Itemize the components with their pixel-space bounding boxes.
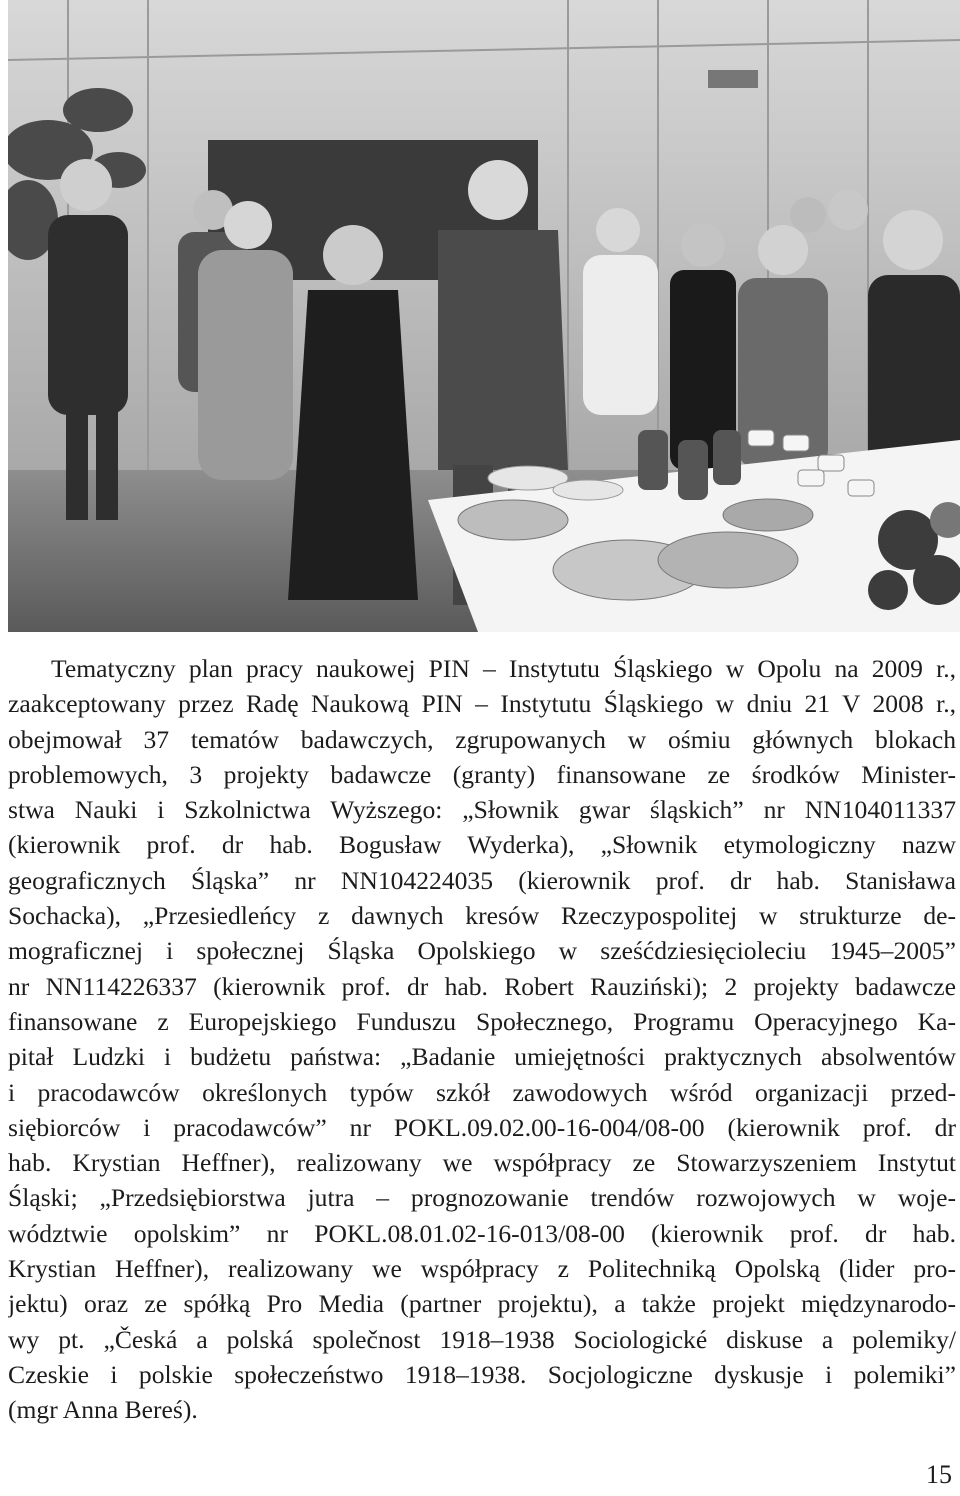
paragraph-line-last: (mgr Anna Bereś). xyxy=(8,1395,198,1425)
paragraph-line: i pracodawców określonych typów szkół zawodowych wśród organizacji przed- xyxy=(8,1077,956,1107)
paragraph-line: nr NN114226337 (kierownik prof. dr hab. Robert Rauziński); 2 projekty badawcze xyxy=(8,971,956,1001)
paragraph-line: zaakceptowany przez Radę Naukową PIN – Instytutu Śląskiego w dniu 21 V 2008 r., xyxy=(8,689,956,719)
paragraph-line: jektu) oraz ze spółką Pro Media (partner projektu), a także projekt międzynarodo- xyxy=(8,1289,956,1319)
paragraph-line: pitał Ludzki i budżetu państwa: „Badanie umiejętności praktycznych absolwentów xyxy=(8,1042,956,1072)
paragraph-line: wództwie opolskim” nr POKL.08.01.02-16-013/08-00 (kierownik prof. dr hab. xyxy=(8,1218,956,1248)
paragraph-line: Krystian Heffner), realizowany we współpracy z Politechniką Opolską (lider pro- xyxy=(8,1254,956,1284)
paragraph-line: Śląski; „Przedsiębiorstwa jutra – prognozowanie trendów rozwojowych w woje- xyxy=(8,1183,956,1213)
body-paragraph xyxy=(8,651,956,1428)
paragraph-line: stwa Nauki i Szkolnictwa Wyższego: „Słownik gwar śląskich” nr NN104011337 xyxy=(8,795,956,825)
paragraph-line: problemowych, 3 projekty badawcze (granty) finansowane ze środków Minister- xyxy=(8,759,956,789)
paragraph-line: Tematyczny plan pracy naukowej PIN – Instytutu Śląskiego w Opolu na 2009 r., xyxy=(51,654,956,683)
group-reception-photo xyxy=(8,0,960,632)
paragraph-line: hab. Krystian Heffner), realizowany we współpracy ze Stowarzyszeniem Instytut xyxy=(8,1148,956,1178)
paragraph-line: geograficznych Śląska” nr NN104224035 (kierownik prof. dr hab. Stanisława xyxy=(8,865,956,895)
paragraph-line: siębiorców i pracodawców” nr POKL.09.02.00-16-004/08-00 (kierownik prof. dr xyxy=(8,1112,956,1142)
paragraph-line: obejmował 37 tematów badawczych, zgrupowanych w ośmiu głównych blokach xyxy=(8,724,956,754)
photo-illustration xyxy=(8,0,960,632)
page-number: 15 xyxy=(926,1460,952,1489)
paragraph-line: (kierownik prof. dr hab. Bogusław Wyderka), „Słownik etymologiczny nazw xyxy=(8,830,956,860)
paragraph-line: wy pt. „Česká a polská společnost 1918–1938 Sociologické diskuse a polemiky/ xyxy=(8,1324,956,1354)
paragraph-line: Sochacka), „Przesiedleńcy z dawnych kresów Rzeczypospolitej w strukturze de- xyxy=(8,901,956,931)
paragraph-line: finansowane z Europejskiego Funduszu Społecznego, Programu Operacyjnego Ka- xyxy=(8,1006,956,1036)
paragraph-line: Czeskie i polskie społeczeństwo 1918–1938. Socjologiczne dyskusje i polemiki” xyxy=(8,1359,956,1389)
paragraph-line: mograficznej i społecznej Śląska Opolskiego w sześćdziesięcioleciu 1945–2005” xyxy=(8,936,956,966)
